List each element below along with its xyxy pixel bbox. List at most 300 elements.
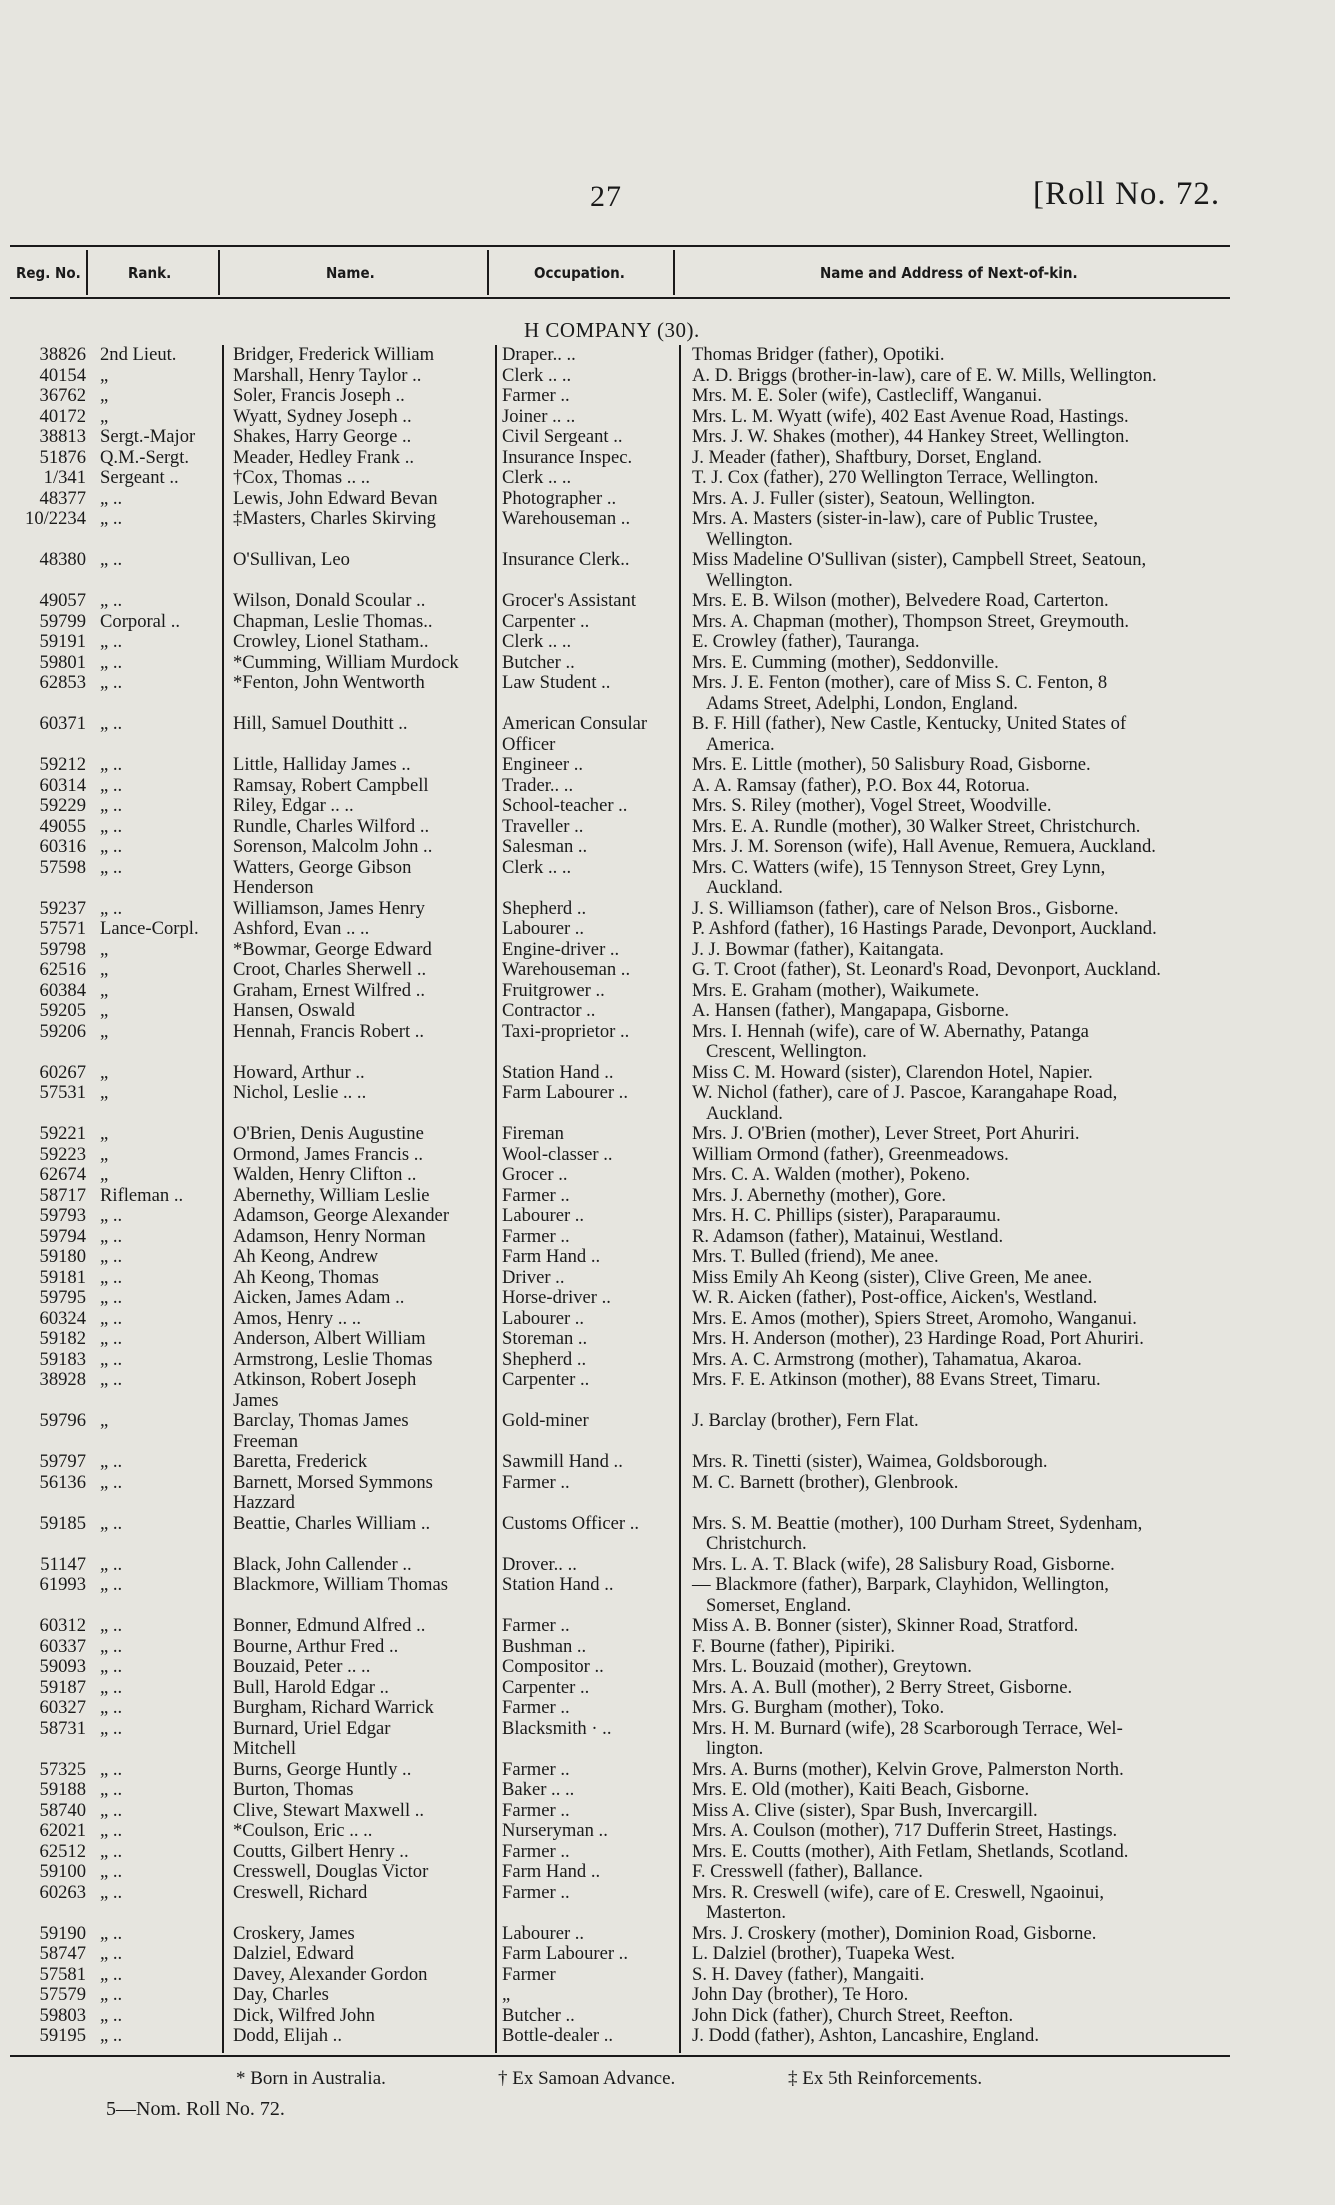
rank: „ .. (100, 795, 123, 816)
occupation: Labourer .. (502, 1922, 585, 1944)
occupation: Farm Labourer .. (502, 1082, 628, 1103)
occupation: Taxi-proprietor .. (502, 1020, 630, 1042)
table-row (0, 1288, 1335, 1309)
reg-number: 59183 (39, 1348, 86, 1370)
reg-number: 59798 (39, 938, 86, 960)
occupation: Farmer .. (502, 1184, 570, 1206)
reg-number: 57571 (39, 918, 86, 939)
soldier-name: Day, Charles (233, 1984, 329, 2005)
next-of-kin: John Day (brother), Te Horo. (692, 1984, 909, 2005)
reg-number: 59195 (39, 2025, 86, 2046)
rank: „ .. (100, 1943, 123, 1964)
reg-number: 60337 (39, 1635, 86, 1657)
soldier-name: Barnett, Morsed Symmons (233, 1471, 433, 1493)
table-row (0, 796, 1335, 817)
table-row (0, 612, 1335, 633)
reg-number: 51876 (39, 446, 86, 468)
next-of-kin: Mrs. A. Coulson (mother), 717 Dufferin Street, Hastings. (692, 1820, 1118, 1841)
rank: „ .. (100, 1820, 123, 1841)
occupation: Customs Officer .. (502, 1512, 640, 1534)
soldier-name: Adamson, Henry Norman (233, 1225, 426, 1247)
reg-number: 58747 (39, 1943, 86, 1964)
rank: „ .. (100, 1451, 123, 1472)
reg-number: 49057 (39, 590, 86, 611)
reg-number: 51147 (40, 1553, 86, 1575)
soldier-name: Bourne, Arthur Fred .. (233, 1635, 399, 1657)
next-of-kin: S. H. Davey (father), Mangaiti. (692, 1963, 925, 1985)
reg-number: 59100 (39, 1861, 86, 1882)
soldier-name: Rundle, Charles Wilford .. (233, 815, 430, 837)
rank: „ .. (100, 1287, 123, 1308)
rank: „ .. (100, 1266, 123, 1288)
next-of-kin: Mrs. R. Tinetti (sister), Waimea, Goldsborough. (692, 1451, 1048, 1472)
occupation: Insurance Clerk.. (502, 549, 630, 570)
occupation: Engineer .. (502, 754, 584, 775)
rank: „ .. (100, 2004, 123, 2026)
rank: „ .. (100, 651, 123, 673)
soldier-name: *Fenton, John Wentworth (233, 672, 425, 693)
soldier-name: Hennah, Francis Robert .. (233, 1020, 425, 1042)
rank: „ .. (100, 1471, 123, 1493)
next-of-kin-continued: Wellington. (706, 569, 793, 591)
rank: „ (100, 979, 109, 1001)
next-of-kin: Mrs. L. M. Wyatt (wife), 402 East Avenue Road, Hastings. (692, 405, 1129, 427)
soldier-name: Burnard, Uriel Edgar (233, 1717, 391, 1739)
occupation: Carpenter .. (502, 1676, 590, 1698)
footnote-born-australia: * Born in Australia. (236, 2068, 386, 2089)
next-of-kin: B. F. Hill (father), New Castle, Kentucky, United States of (692, 713, 1127, 734)
next-of-kin: Mrs. S. M. Beattie (mother), 100 Durham Street, Sydenham, (692, 1512, 1143, 1534)
soldier-name: Dick, Wilfred John (233, 2004, 375, 2026)
next-of-kin: Miss C. M. Howard (sister), Clarendon Hotel, Napier. (692, 1061, 1093, 1083)
soldier-name: Watters, George Gibson (233, 856, 412, 878)
soldier-name: Graham, Ernest Wilfred .. (233, 979, 426, 1001)
occupation: Contractor .. (502, 1000, 596, 1021)
soldier-name: Soler, Francis Joseph .. (233, 385, 405, 406)
soldier-name: Ormond, James Francis .. (233, 1143, 424, 1165)
occupation: Baker .. .. (502, 1779, 575, 1800)
company-title: H COMPANY (30). (524, 318, 700, 342)
occupation: Fireman (502, 1123, 564, 1144)
reg-number: 57325 (39, 1758, 86, 1780)
table-row (0, 653, 1335, 674)
soldier-name: Ashford, Evan .. .. (233, 918, 370, 939)
occupation: Farmer .. (502, 1225, 570, 1247)
rank: „ .. (100, 487, 123, 509)
soldier-name-continued: Mitchell (233, 1738, 296, 1759)
rank: „ (100, 959, 109, 980)
reg-number: 49055 (39, 815, 86, 837)
next-of-kin: Mrs. E. Graham (mother), Waikumete. (692, 979, 980, 1001)
reg-number: 59229 (39, 795, 86, 816)
next-of-kin: Mrs. I. Hennah (wife), care of W. Abernathy, Patanga (692, 1020, 1089, 1042)
soldier-name: Coutts, Gilbert Henry .. (233, 1840, 409, 1862)
table-row (0, 858, 1335, 899)
occupation: Trader.. .. (502, 774, 574, 796)
occupation: Labourer .. (502, 1307, 585, 1329)
rank: „ .. (100, 1225, 123, 1247)
reg-number: 60327 (39, 1697, 86, 1718)
soldier-name: Beattie, Charles William .. (233, 1512, 431, 1534)
soldier-name-continued: Henderson (233, 877, 314, 898)
soldier-name: Sorenson, Malcolm John .. (233, 836, 433, 857)
reg-number: 38928 (39, 1369, 86, 1390)
table-row (0, 1370, 1335, 1411)
reg-number: 58717 (39, 1184, 86, 1206)
next-of-kin: Mrs. E. B. Wilson (mother), Belvedere Road, Carterton. (692, 590, 1109, 611)
occupation: Civil Sergeant .. (502, 426, 623, 447)
soldier-name: Ah Keong, Thomas (233, 1266, 379, 1288)
table-row (0, 427, 1335, 448)
next-of-kin-continued: Wellington. (706, 528, 793, 550)
occupation: Clerk .. .. (502, 856, 572, 878)
rank: „ .. (100, 631, 123, 652)
reg-number: 38826 (39, 344, 86, 365)
rank: „ .. (100, 897, 123, 919)
occupation: Farmer .. (502, 1799, 570, 1821)
table-row (0, 1247, 1335, 1268)
soldier-name: Black, John Callender .. (233, 1553, 412, 1575)
occupation: Labourer .. (502, 1205, 585, 1226)
table-row (0, 1801, 1335, 1822)
next-of-kin: J. Meader (father), Shaftbury, Dorset, England. (692, 446, 1042, 468)
rank: „ .. (100, 774, 123, 796)
next-of-kin: Mrs. E. Coutts (mother), Aith Fetlam, Shetlands, Scotland. (692, 1840, 1129, 1862)
rank: „ .. (100, 1779, 123, 1800)
table-bottom-rule (10, 2055, 1230, 2057)
col-divider-1 (86, 250, 88, 295)
table-row (0, 550, 1335, 591)
table-row (0, 1760, 1335, 1781)
table-row (0, 1063, 1335, 1084)
next-of-kin: J. Barclay (brother), Fern Flat. (692, 1410, 919, 1431)
reg-number: 60316 (39, 836, 86, 857)
table-row (0, 2026, 1335, 2047)
next-of-kin: R. Adamson (father), Matainui, Westland. (692, 1225, 1004, 1247)
table-row (0, 1206, 1335, 1227)
next-of-kin: F. Cresswell (father), Ballance. (692, 1861, 923, 1882)
table-row (0, 673, 1335, 714)
rank: „ .. (100, 1922, 123, 1944)
reg-number: 59185 (39, 1512, 86, 1534)
next-of-kin: Mrs. E. Cumming (mother), Seddonville. (692, 651, 999, 673)
col-header-occupation: Occupation. (534, 264, 625, 282)
next-of-kin: Mrs. M. E. Soler (wife), Castlecliff, Wanganui. (692, 385, 1042, 406)
rank: „ .. (100, 1861, 123, 1882)
next-of-kin: J. Dodd (father), Ashton, Lancashire, England. (692, 2025, 1039, 2046)
reg-number: 57579 (39, 1984, 86, 2005)
rank: Corporal .. (100, 610, 181, 632)
occupation: Grocer's Assistant (502, 590, 637, 611)
next-of-kin: Miss A. Clive (sister), Spar Bush, Invercargill. (692, 1799, 1038, 1821)
occupation: Storeman .. (502, 1328, 588, 1349)
table-row (0, 1842, 1335, 1863)
table-row (0, 960, 1335, 981)
table-row (0, 386, 1335, 407)
rank: „ (100, 1082, 109, 1103)
soldier-name: Amos, Henry .. .. (233, 1307, 362, 1329)
soldier-name: Hill, Samuel Douthitt .. (233, 713, 408, 734)
soldier-name: Clive, Stewart Maxwell .. (233, 1799, 425, 1821)
rank: „ .. (100, 2025, 123, 2046)
footnote-5th-reinforcements: ‡ Ex 5th Reinforcements. (788, 2068, 983, 2089)
rank: „ (100, 405, 109, 427)
occupation: Farm Hand .. (502, 1861, 601, 1882)
next-of-kin: T. J. Cox (father), 270 Wellington Terrace, Wellington. (692, 467, 1099, 488)
rank: „ .. (100, 1307, 123, 1329)
rank: „ .. (100, 1676, 123, 1698)
next-of-kin: Mrs. L. Bouzaid (mother), Greytown. (692, 1656, 972, 1677)
occupation: Clerk .. .. (502, 631, 572, 652)
soldier-name: Ramsay, Robert Campbell (233, 774, 429, 796)
rank: Lance-Corpl. (100, 918, 199, 939)
rank: „ .. (100, 1840, 123, 1862)
reg-number: 59794 (39, 1225, 86, 1247)
reg-number: 59206 (39, 1020, 86, 1042)
col-divider-4 (673, 250, 675, 295)
table-row (0, 1083, 1335, 1124)
rank: „ (100, 938, 109, 960)
table-row (0, 1452, 1335, 1473)
occupation: Clerk .. .. (502, 467, 572, 488)
next-of-kin: J. J. Bowmar (father), Kaitangata. (692, 938, 944, 960)
reg-number: 62512 (39, 1840, 86, 1862)
table-row (0, 632, 1335, 653)
occupation: Gold-miner (502, 1410, 589, 1431)
soldier-name: *Bowmar, George Edward (233, 938, 432, 960)
next-of-kin: W. R. Aicken (father), Post-office, Aicken's, Westland. (692, 1287, 1098, 1308)
table-row (0, 1575, 1335, 1616)
rank: „ .. (100, 1369, 123, 1390)
soldier-name: Little, Halliday James .. (233, 754, 411, 775)
occupation: Horse-driver .. (502, 1287, 611, 1308)
next-of-kin-continued: Crescent, Wellington. (706, 1041, 867, 1062)
soldier-name: Bridger, Frederick William (233, 344, 435, 365)
occupation: Draper.. .. (502, 344, 576, 365)
rank: „ .. (100, 590, 123, 611)
occupation: Nurseryman .. (502, 1820, 608, 1841)
soldier-name: Croskery, James (233, 1922, 355, 1944)
rank: „ .. (100, 754, 123, 775)
table-row (0, 1329, 1335, 1350)
soldier-name: Burgham, Richard Warrick (233, 1697, 434, 1718)
rank: Rifleman .. (100, 1184, 184, 1206)
rank: „ .. (100, 1615, 123, 1636)
rank: „ .. (100, 508, 123, 529)
reg-number: 57598 (39, 856, 86, 878)
table-row (0, 1637, 1335, 1658)
table-row (0, 919, 1335, 940)
reg-number: 59187 (39, 1676, 86, 1698)
reg-number: 59205 (39, 1000, 86, 1021)
next-of-kin: Mrs. A. J. Fuller (sister), Seatoun, Wellington. (692, 487, 1036, 509)
rank: „ .. (100, 1963, 123, 1985)
reg-number: 62674 (39, 1164, 86, 1185)
occupation: Bottle-dealer .. (502, 2025, 613, 2046)
table-row (0, 1165, 1335, 1186)
soldier-name: Nichol, Leslie .. .. (233, 1082, 367, 1103)
rank: „ .. (100, 1984, 123, 2005)
occupation: Farmer .. (502, 1471, 570, 1493)
next-of-kin: Mrs. H. C. Phillips (sister), Paraparaumu. (692, 1205, 1001, 1226)
next-of-kin: A. A. Ramsay (father), P.O. Box 44, Rotorua. (692, 774, 1030, 796)
next-of-kin: G. T. Croot (father), St. Leonard's Road, Devonport, Auckland. (692, 959, 1161, 980)
soldier-name: Bouzaid, Peter .. .. (233, 1656, 371, 1677)
reg-number: 60263 (39, 1881, 86, 1903)
roll-number: [Roll No. 72. (1033, 176, 1221, 212)
rank: „ (100, 385, 109, 406)
table-row (0, 1821, 1335, 1842)
reg-number: 60312 (39, 1615, 86, 1636)
occupation-continued: Officer (502, 733, 556, 755)
occupation: Shepherd .. (502, 1348, 587, 1370)
table-row (0, 1124, 1335, 1145)
soldier-name: Shakes, Harry George .. (233, 426, 412, 447)
rank: „ .. (100, 1635, 123, 1657)
soldier-name: ‡Masters, Charles Skirving (233, 508, 436, 529)
footnote-samoan-advance: † Ex Samoan Advance. (498, 2068, 676, 2089)
reg-number: 59223 (39, 1143, 86, 1165)
table-row (0, 2006, 1335, 2027)
next-of-kin: E. Crowley (father), Tauranga. (692, 631, 920, 652)
table-row (0, 1022, 1335, 1063)
next-of-kin: Miss A. B. Bonner (sister), Skinner Road, Stratford. (692, 1615, 1079, 1636)
reg-number: 59212 (39, 754, 86, 775)
next-of-kin: F. Bourne (father), Pipiriki. (692, 1635, 896, 1657)
rank: „ .. (100, 672, 123, 693)
occupation: Farm Labourer .. (502, 1943, 628, 1964)
occupation: Shepherd .. (502, 897, 587, 919)
occupation: Farmer .. (502, 1881, 570, 1903)
occupation: Farmer (502, 1963, 556, 1985)
occupation: Insurance Inspec. (502, 446, 633, 468)
rank: „ .. (100, 1512, 123, 1534)
reg-number: 59180 (39, 1246, 86, 1267)
reg-number: 59796 (39, 1410, 86, 1431)
rank: „ .. (100, 1553, 123, 1575)
reg-number: 61993 (39, 1574, 86, 1595)
occupation: Farmer .. (502, 1758, 570, 1780)
table-row (0, 940, 1335, 961)
reg-number: 60267 (39, 1061, 86, 1083)
table-row (0, 1616, 1335, 1637)
next-of-kin: Mrs. A. Masters (sister-in-law), care of Public Trustee, (692, 508, 1099, 529)
next-of-kin: M. C. Barnett (brother), Glenbrook. (692, 1471, 959, 1493)
table-row (0, 981, 1335, 1002)
next-of-kin: Mrs. R. Creswell (wife), care of E. Creswell, Ngaoinui, (692, 1881, 1105, 1903)
soldier-name: Armstrong, Leslie Thomas (233, 1348, 433, 1370)
table-row (0, 1309, 1335, 1330)
table-row (0, 755, 1335, 776)
occupation: Photographer .. (502, 487, 617, 509)
occupation: Carpenter .. (502, 610, 590, 632)
soldier-name: Abernethy, William Leslie (233, 1184, 430, 1206)
table-row (0, 1514, 1335, 1555)
soldier-name: Chapman, Leslie Thomas.. (233, 610, 433, 632)
next-of-kin: Mrs. F. E. Atkinson (mother), 88 Evans Street, Timaru. (692, 1369, 1101, 1390)
reg-number: 59188 (39, 1779, 86, 1800)
rank: „ .. (100, 1348, 123, 1370)
table-row (0, 345, 1335, 366)
soldier-name: Riley, Edgar .. .. (233, 795, 354, 816)
soldier-name: Burton, Thomas (233, 1779, 354, 1800)
reg-number: 62021 (39, 1820, 86, 1841)
rank: „ .. (100, 1205, 123, 1226)
table-row (0, 509, 1335, 550)
rank: „ (100, 1143, 109, 1165)
soldier-name: Davey, Alexander Gordon (233, 1963, 428, 1985)
next-of-kin: Mrs. J. O'Brien (mother), Lever Street, Port Ahuriri. (692, 1123, 1080, 1144)
soldier-name: Walden, Henry Clifton .. (233, 1164, 417, 1185)
next-of-kin: — Blackmore (father), Barpark, Clayhidon, Wellington, (692, 1574, 1109, 1595)
soldier-name: Atkinson, Robert Joseph (233, 1369, 417, 1390)
soldier-name: *Cumming, William Murdock (233, 651, 459, 673)
table-row (0, 1924, 1335, 1945)
table-row (0, 1001, 1335, 1022)
reg-number: 59797 (39, 1451, 86, 1472)
occupation: Labourer .. (502, 918, 585, 939)
reg-number: 10/2234 (25, 508, 86, 529)
next-of-kin-continued: Auckland. (706, 877, 783, 898)
rank: „ .. (100, 1758, 123, 1780)
rank: „ (100, 1410, 109, 1431)
table-row (0, 1719, 1335, 1760)
soldier-name: Barclay, Thomas James (233, 1410, 409, 1431)
soldier-name: Howard, Arthur .. (233, 1061, 365, 1083)
soldier-name: Creswell, Richard (233, 1881, 368, 1903)
soldier-name: Blackmore, William Thomas (233, 1574, 448, 1595)
soldier-name: Crowley, Lionel Statham.. (233, 631, 429, 652)
rank: „ (100, 364, 109, 386)
table-row (0, 1678, 1335, 1699)
reg-number: 60314 (39, 774, 86, 796)
table-row (0, 1145, 1335, 1166)
next-of-kin: Thomas Bridger (father), Opotiki. (692, 344, 945, 365)
soldier-name: Bull, Harold Edgar .. (233, 1676, 389, 1698)
table-row (0, 1862, 1335, 1883)
rank: „ (100, 1061, 109, 1083)
rank: „ .. (100, 1656, 123, 1677)
next-of-kin: Mrs. E. Little (mother), 50 Salisbury Road, Gisborne. (692, 754, 1091, 775)
reg-number: 58731 (39, 1717, 86, 1739)
rank: 2nd Lieut. (100, 344, 177, 365)
table-row (0, 1780, 1335, 1801)
table-row (0, 1411, 1335, 1452)
table-row (0, 1227, 1335, 1248)
col-divider-2 (218, 250, 220, 295)
occupation: Driver .. (502, 1266, 565, 1288)
next-of-kin: Mrs. L. A. T. Black (wife), 28 Salisbury Road, Gisborne. (692, 1553, 1115, 1575)
table-row (0, 1944, 1335, 1965)
table-row (0, 1657, 1335, 1678)
reg-number: 40172 (39, 405, 86, 427)
reg-number: 57581 (39, 1963, 86, 1985)
rank: Q.M.-Sergt. (100, 446, 190, 468)
rank: „ (100, 1020, 109, 1042)
soldier-name: Lewis, John Edward Bevan (233, 487, 438, 509)
next-of-kin: Miss Madeline O'Sullivan (sister), Campbell Street, Seatoun, (692, 549, 1147, 570)
occupation: Warehouseman .. (502, 508, 631, 529)
table-row (0, 1698, 1335, 1719)
rank: „ .. (100, 856, 123, 878)
table-row (0, 1268, 1335, 1289)
next-of-kin: Mrs. A. A. Bull (mother), 2 Berry Street, Gisborne. (692, 1676, 1073, 1698)
table-row (0, 1186, 1335, 1207)
soldier-name: Baretta, Frederick (233, 1451, 368, 1472)
next-of-kin: Mrs. E. Old (mother), Kaiti Beach, Gisborne. (692, 1779, 1030, 1800)
soldier-name: Williamson, James Henry (233, 897, 425, 919)
soldier-name: Dalziel, Edward (233, 1943, 354, 1964)
